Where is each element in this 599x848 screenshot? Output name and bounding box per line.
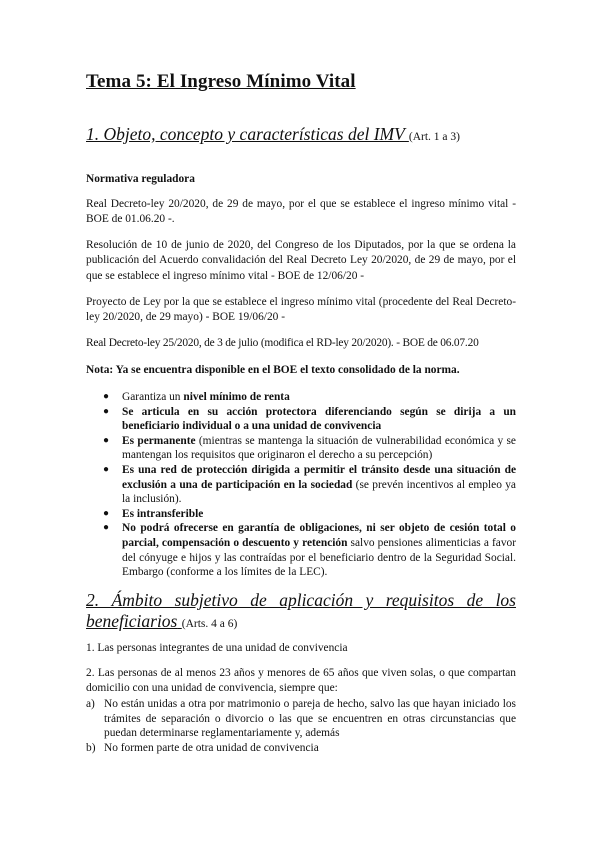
list-item-text: No están unidas a otra por matrimonio o pareja de hecho, salvo las que hayan iniciado los trámites de separación o divorcio o las que se encuentren en otras circunstancias que puedan determinarse reglamentariamente y, además <box>104 698 516 740</box>
beneficiaries-item-1: 1. Las personas integrantes de una unidad de convivencia <box>86 642 348 654</box>
bullet-icon: ● <box>103 405 110 417</box>
list-item <box>86 463 516 507</box>
beneficiaries-item-2: 2. Las personas de al menos 23 años y menores de 65 años que viven solas, o que compartan domicilio con una unidad de convivencia, siempre que: <box>86 667 516 695</box>
section-1-title: 1. Objeto, concepto y características del IMV <box>86 124 405 144</box>
section-2-heading <box>86 590 516 635</box>
list-item <box>86 697 516 741</box>
list-item-text: (se prevén incentivos al empleo ya la inclusión). <box>122 478 516 506</box>
regulation-paragraph-1: Real Decreto-ley 20/2020, de 29 de mayo, por el que se establece el ingreso mínimo vital - BOE de 01.06.20 -. <box>86 198 516 226</box>
bullet-icon: ● <box>103 434 110 446</box>
list-item <box>86 741 516 756</box>
consolidated-text-note: Nota: Ya se encuentra disponible en el BOE el texto consolidado de la norma. <box>86 364 460 376</box>
section-1-heading <box>86 124 516 148</box>
list-item-bold: Es permanente <box>122 434 196 447</box>
list-item-bold: Es intransferible <box>122 507 204 520</box>
list-marker: a) <box>86 698 95 710</box>
bullet-icon: ● <box>103 507 110 519</box>
section-2-title: 2. Ámbito subjetivo de aplicación y requisitos de los beneficiarios <box>86 590 516 631</box>
regulation-paragraph-3: Proyecto de Ley por la que se establece el ingreso mínimo vital (procedente del Real Decreto-ley 20/2020, de 29 mayo) - BOE 19/06/20 - <box>86 296 516 324</box>
list-item-bold: nivel mínimo de renta <box>183 391 290 403</box>
bullet-icon: ● <box>103 463 110 475</box>
regulation-paragraph-4: Real Decreto-ley 25/2020, de 3 de julio (modifica el RD-ley 20/2020). - BOE de 06.07.20 <box>86 337 479 349</box>
list-item <box>86 390 516 405</box>
list-item-text: salvo pensiones alimenticias a favor del cónyuge e hijos y las contraídas por el beneficiario dentro de la Seguridad Social. Embargo (conforme a los límites de la LEC). <box>122 536 517 579</box>
section-2-article-ref: (Arts. 4 a 6) <box>181 618 238 630</box>
list-item <box>86 521 516 579</box>
bullet-icon: ● <box>103 522 110 534</box>
requirements-list <box>86 697 516 755</box>
regulation-paragraph-2: Resolución de 10 de junio de 2020, del Congreso de los Diputados, por la que se ordena la publicación del Acuerdo convalidación del Real Decreto Ley 20/2020, de 29 de mayo, por el que se establece el ingreso mínimo vital - BOE de 12/06/20 - <box>86 239 516 282</box>
list-item-text: No formen parte de otra unidad de convivencia <box>104 741 319 754</box>
list-item-text: (mientras se mantenga la situación de vulnerabilidad económica y se mantengan los requisitos que originaron el derecho a su percepción) <box>122 434 516 462</box>
list-item-bold: No podrá ofrecerse en garantía de obligaciones, ni ser objeto de cesión total o parcial, compensación o descuento y retención <box>122 522 516 549</box>
section-1-article-ref: (Art. 1 a 3) <box>408 131 460 143</box>
normativa-subheading: Normativa reguladora <box>86 173 195 185</box>
list-marker: b) <box>86 741 96 754</box>
characteristics-list <box>86 390 516 580</box>
list-item <box>86 434 516 463</box>
list-item-bold: Es una red de protección dirigida a permitir el tránsito desde una situación de exclusión a una de participación en la sociedad <box>122 463 516 491</box>
bullet-icon: ● <box>103 391 110 402</box>
list-item <box>86 405 516 434</box>
list-item-text: Garantiza un <box>122 391 184 403</box>
list-item-bold: Se articula en su acción protectora diferenciando según se dirija a un beneficiario individual o a una unidad de convivencia <box>122 405 516 433</box>
list-item <box>86 507 516 522</box>
document-title: Tema 5: El Ingreso Mínimo Vital <box>86 71 356 92</box>
